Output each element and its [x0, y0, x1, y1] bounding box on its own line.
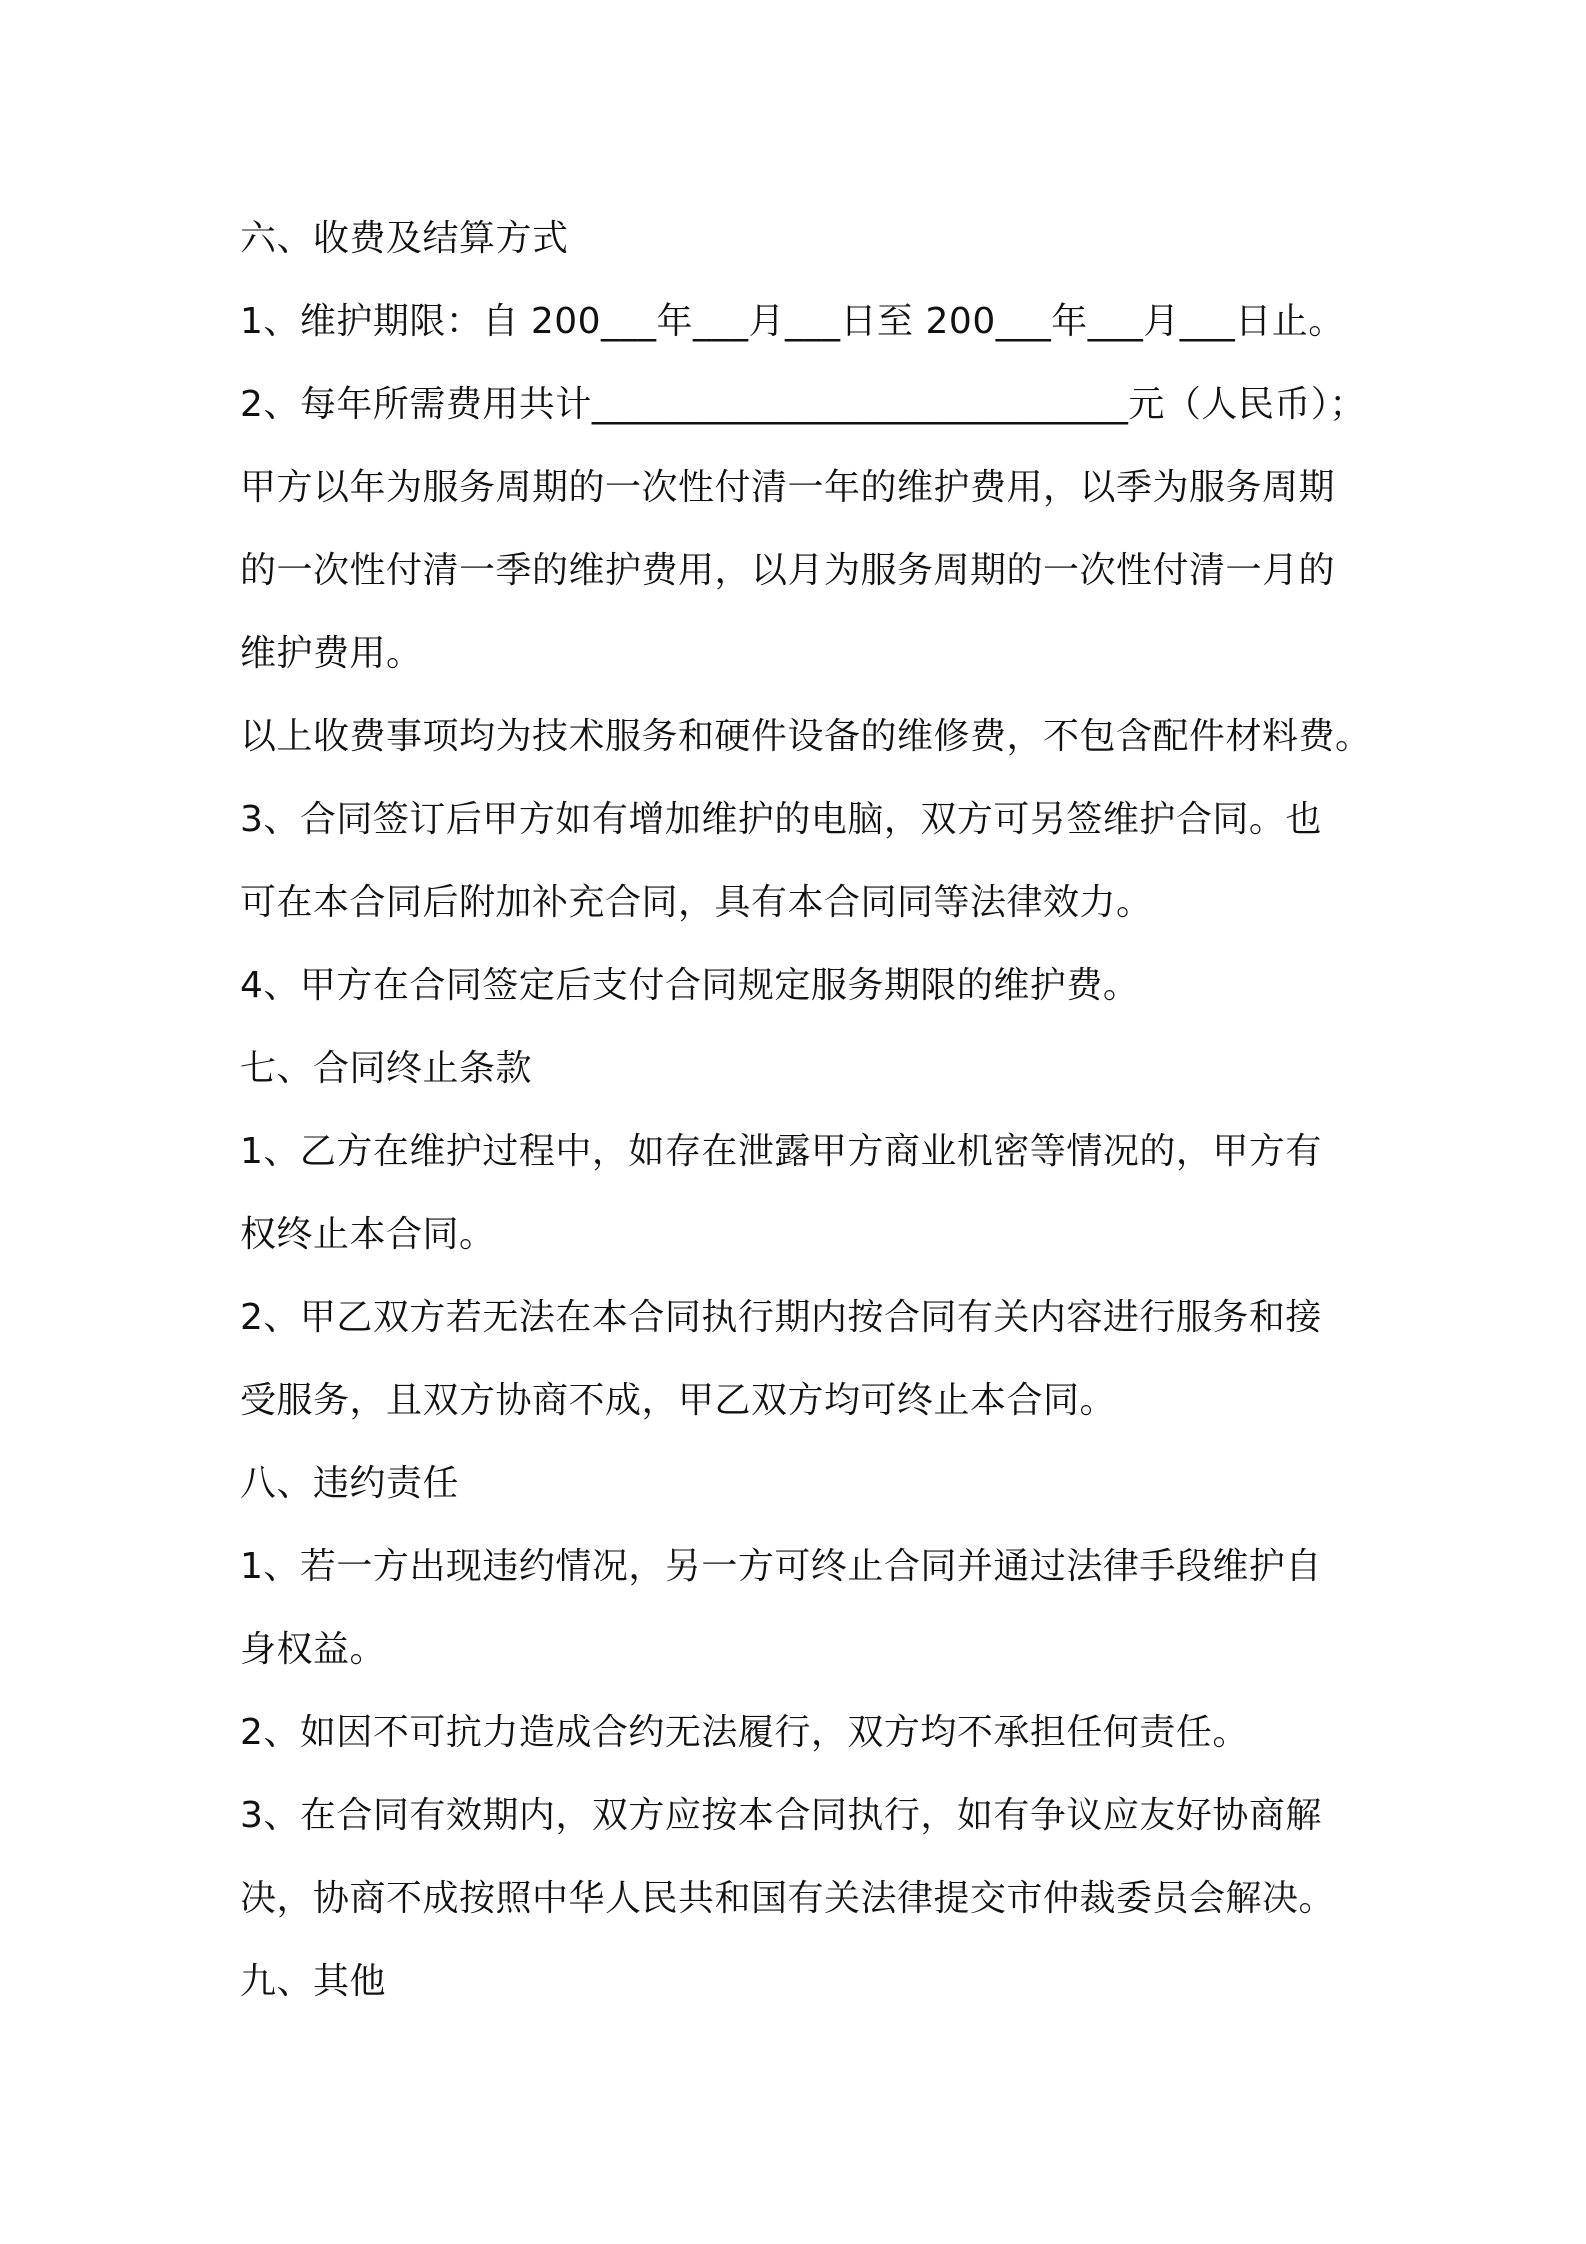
- paragraph-line: 决，协商不成按照中华人民共和国有关法律提交市仲裁委员会解决。: [240, 1878, 1336, 1919]
- section-heading-9: 九、其他: [240, 1961, 387, 2002]
- paragraph-line: 可在本合同后附加补充合同，具有本合同同等法律效力。: [240, 882, 1153, 923]
- clause-8-3: 3、在合同有效期内，双方应按本合同执行，如有争议应友好协商解: [240, 1795, 1322, 1836]
- clause-6-4: 4、甲方在合同签定后支付合同规定服务期限的维护费。: [240, 965, 1140, 1006]
- paragraph-line: 维护费用。: [240, 633, 423, 674]
- paragraph-line: 权终止本合同。: [240, 1214, 496, 1255]
- clause-8-1: 1、若一方出现违约情况，另一方可终止合同并通过法律手段维护自: [240, 1546, 1322, 1587]
- clause-7-2: 2、甲乙双方若无法在本合同执行期内按合同有关内容进行服务和接: [240, 1297, 1322, 1338]
- clause-6-1-maintenance-period: 1、维护期限：自 200___年___月___日至 200___年___月___日止。: [240, 301, 1345, 342]
- paragraph-line: 身权益。: [240, 1629, 387, 1670]
- paragraph-line: 以上收费事项均为技术服务和硬件设备的维修费，不包含配件材料费。: [240, 716, 1372, 757]
- clause-8-2: 2、如因不可抗力造成合约无法履行，双方均不承担任何责任。: [240, 1712, 1249, 1753]
- clause-6-2-annual-fee: 2、每年所需费用共计_____________________________元（人民币）；: [240, 384, 1366, 425]
- clause-7-1: 1、乙方在维护过程中，如存在泄露甲方商业机密等情况的，甲方有: [240, 1131, 1322, 1172]
- paragraph-line: 甲方以年为服务周期的一次性付清一年的维护费用，以季为服务周期: [240, 467, 1336, 508]
- paragraph-line: 受服务，且双方协商不成，甲乙双方均可终止本合同。: [240, 1380, 1117, 1421]
- section-heading-8: 八、违约责任: [240, 1463, 460, 1504]
- clause-6-3: 3、合同签订后甲方如有增加维护的电脑，双方可另签维护合同。也: [240, 799, 1322, 840]
- section-heading-7: 七、合同终止条款: [240, 1048, 533, 1089]
- section-heading-6: 六、收费及结算方式: [240, 218, 569, 259]
- paragraph-line: 的一次性付清一季的维护费用，以月为服务周期的一次性付清一月的: [240, 550, 1336, 591]
- document-body: [240, 197, 1370, 2023]
